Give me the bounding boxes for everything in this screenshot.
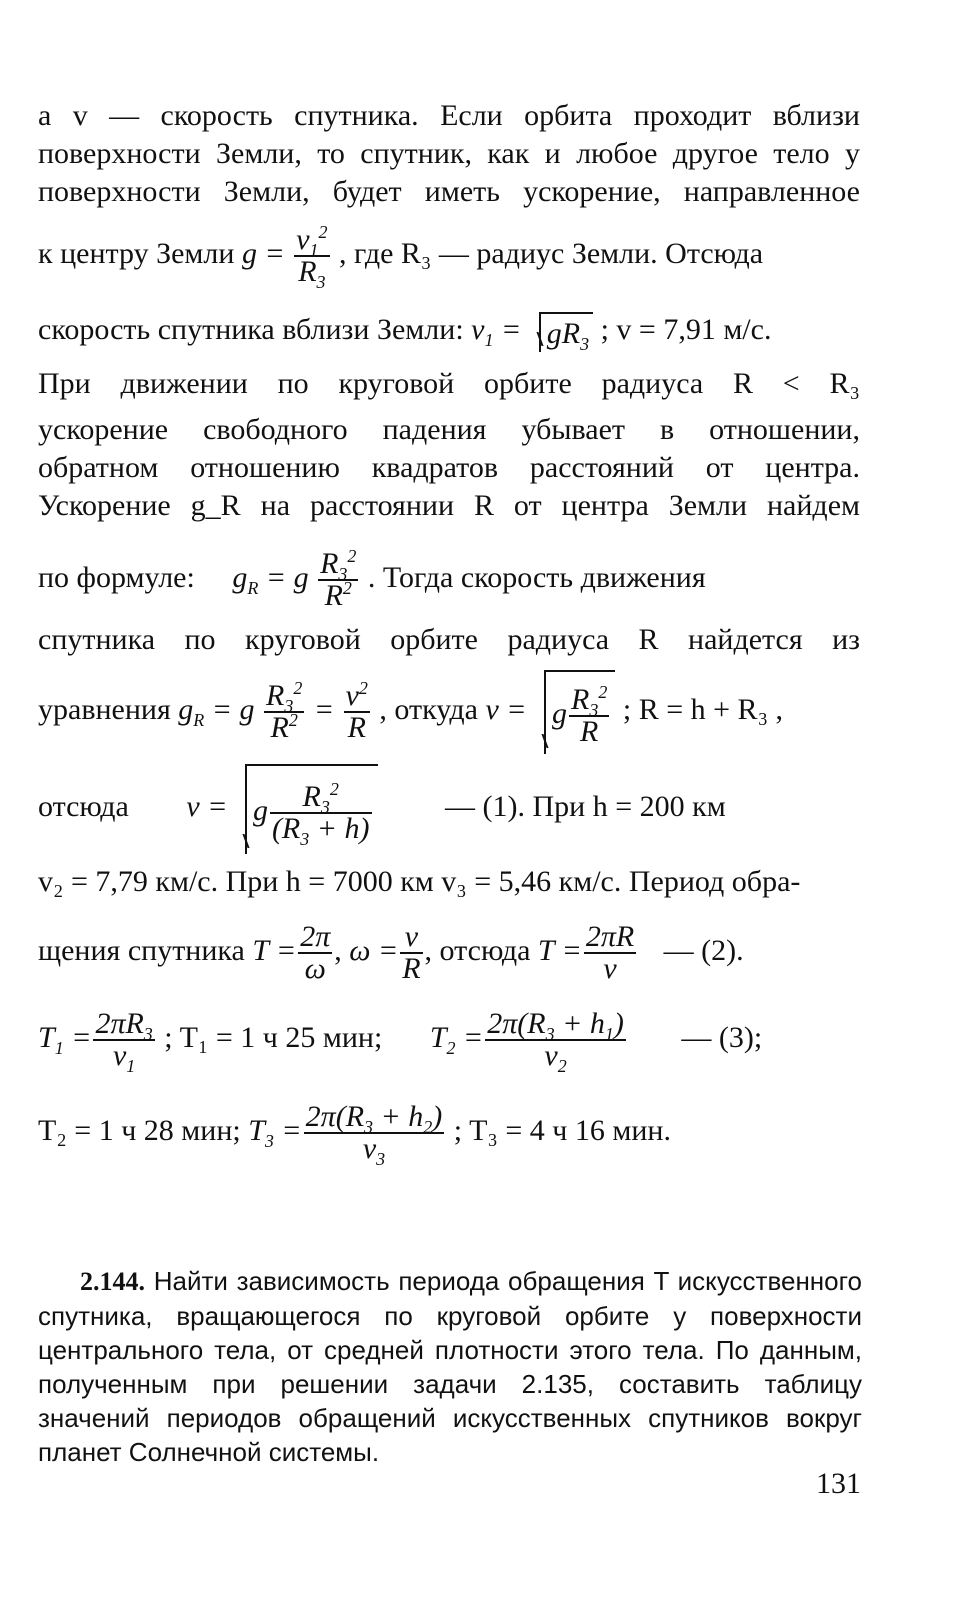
formula: g =	[241, 237, 285, 270]
problem-number: 2.144.	[80, 1267, 145, 1296]
text-fragment: ; T₃ = 4 ч 16 мин.	[453, 1114, 671, 1147]
text-line: ускорение свободного падения убывает в отношении,	[38, 413, 860, 446]
formula-line: скорость спутника вблизи Земли: $v_1 = gR_3$ ; v = 7,91 м/с.	[38, 313, 772, 355]
formula-line: уравнения $g_R = g$ $\frac{R_3^2}{R^2}$ = $\frac{v^2}{R}$ , откуда v = g $\frac{R_3^2}{R}$ ; R = h + R₃ ,	[38, 670, 860, 750]
problem-text: Найти зависимость периода обращения T искусственного спутника, вращающегося по круговой орбите у поверхности центрального тела, от средней плотности этого тела. По данным, полученным при решении задачи 2.135, составить таблицу значений периодов обращений искусственных спутников вокруг планет Солнечной системы.	[38, 1266, 862, 1467]
text-line: При движении по круговой орбите радиуса R < R₃	[38, 367, 860, 400]
text-fragment: ; R = h + R₃ ,	[622, 693, 784, 726]
text-fragment: щения спутника	[38, 934, 245, 967]
fraction: $\frac{v_1^2}{R_3}$	[296, 222, 328, 293]
text-fragment: . Тогда скорость движения	[367, 561, 706, 594]
formula-line: по формуле: $g_R = g$ $\frac{R_3^2}{R^2}$ . Тогда скорость движения	[38, 546, 706, 613]
problem-statement	[38, 1264, 862, 1469]
formula-line: T₂ = 1 ч 28 мин; $T_3$ = $\frac{2\pi(R_3 + h_2)}{v_3}$ ; T₃ = 4 ч 16 мин.	[38, 1100, 671, 1170]
text-fragment: отсюда	[38, 790, 129, 823]
text-fragment: — (1). При h = 200 км	[445, 790, 726, 823]
text-fragment: скорость спутника вблизи Земли:	[38, 313, 464, 346]
text-fragment: к центру Земли	[38, 237, 235, 270]
fraction: $\frac{R_3^2}{R^2}$	[320, 546, 357, 613]
text-fragment: , откуда	[379, 693, 478, 726]
text-fragment: по формуле:	[38, 561, 195, 594]
text-fragment: — (2).	[663, 934, 744, 967]
formula-line	[38, 218, 860, 293]
formula-line: щения спутника T = $\frac{2\pi}{\omega}$ , ω = $\frac{v}{R}$ , отсюда T = $\frac{2\pi R}{v}$ — (2).	[38, 920, 744, 986]
formula-line: отсюда v = g $\frac{R_3^2}{(R_3 + h)}$ — (1). При h = 200 км	[38, 764, 860, 850]
text-line: а v — скорость спутника. Если орбита проходит вблизи	[38, 99, 860, 132]
text-line: v₂ = 7,79 км/с. При h = 7000 км v₃ = 5,46 км/с. Период обра-	[38, 865, 801, 898]
page-number: 131	[816, 1467, 861, 1500]
text-fragment: — (3);	[681, 1021, 763, 1054]
text-line: поверхности Земли, то спутник, как и любое другое тело у	[38, 137, 860, 170]
text-fragment: ; T₁ = 1 ч 25 мин;	[164, 1021, 383, 1054]
text-line: поверхности Земли, будет иметь ускорение, направленное	[38, 175, 860, 208]
formula-line: $T_1$ = $\frac{2\pi R_3}{v_1}$ ; T₁ = 1 ч 25 мин; $T_2$ = $\frac{2\pi(R_3 + h_1)}{v_2}$ — (3);	[38, 1007, 763, 1077]
text-line: обратном отношению квадратов расстояний от центра.	[38, 451, 860, 484]
text-fragment: ; v = 7,91 м/с.	[600, 313, 772, 346]
text-line: Ускорение g_R на расстоянии R от центра Земли найдем	[38, 489, 860, 522]
text-fragment: , где R₃ — радиус Земли. Отсюда	[339, 237, 764, 270]
text-line: спутника по круговой орбите радиуса R найдется из	[38, 623, 860, 656]
text-fragment: уравнения	[38, 693, 171, 726]
sqrt: $gR_3$	[539, 312, 593, 352]
text-fragment: T₂ = 1 ч 28 мин;	[38, 1114, 241, 1147]
